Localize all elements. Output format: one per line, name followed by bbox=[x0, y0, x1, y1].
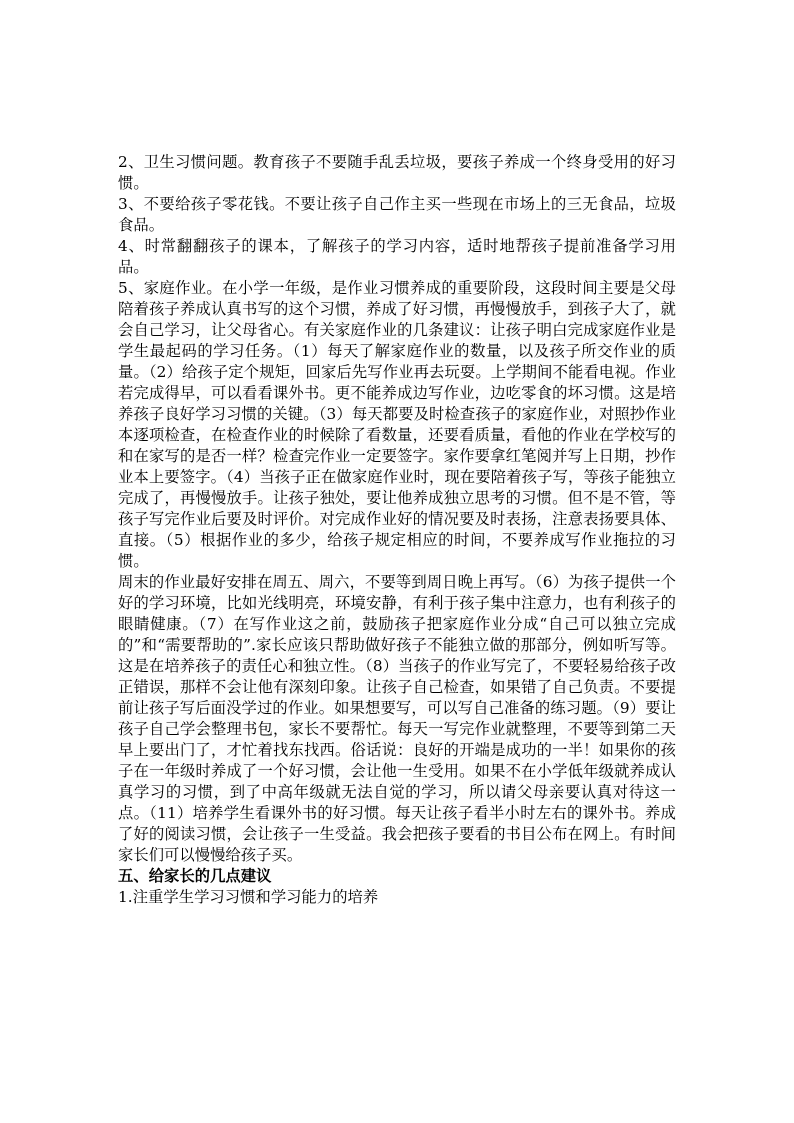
paragraph-pocket-money: 3、不要给孩子零花钱。不要让孩子自己作主买一些现在市场上的三无食品，垃圾食品。 bbox=[118, 195, 676, 234]
paragraph-homework: 5、家庭作业。在小学一年级，是作业习惯养成的重要阶段，这段时间主要是父母陪着孩子养成认真书写的这个习惯，养成了好习惯，再慢慢放手，到孩子大了，就会自己学习，让父母省心。有关家庭作业的几条建议：让孩子明白完成家庭作业是学生最起码的学习任务。（1）每天了解家庭作业的数量，以及孩子所交作业的质量。（2）给孩子定个规矩，回家后先写作业再去玩耍。上学期间不能看电视。作业若完成得早，可以看看课外书。更不能养成边写作业，边吃零食的坏习惯。这是培养孩子良好学习习惯的关键。（3）每天都要及时检查孩子的家庭作业，对照抄作业本逐项检查，在检查作业的时候除了看数量，还要看质量，看他的作业在学校写的和在家写的是否一样？检查完作业一定要签字。家作要拿红笔阅并写上日期，抄作业本上要签字。（4）当孩子正在做家庭作业时，现在要陪着孩子写，等孩子能独立完成了，再慢慢放手。让孩子独处，要让他养成独立思考的习惯。但不是不管，等孩子写完作业后要及时评价。对完成作业好的情况要及时表扬，注意表扬要具体、直接。（5）根据作业的多少，给孩子规定相应的时间，不要养成写作业拖拉的习惯。 bbox=[118, 279, 676, 570]
document-body bbox=[118, 152, 676, 908]
section-heading: 五、给家长的几点建议 bbox=[118, 867, 272, 885]
subheading: 1.注重学生学习习惯和学习能力的培养 bbox=[118, 888, 379, 906]
paragraph-weekend-homework: 周末的作业最好安排在周五、周六，不要等到周日晚上再写。（6）为孩子提供一个好的学习环境，比如光线明亮，环境安静，有利于孩子集中注意力，也有利孩子的眼睛健康。（7）在写作业这之前，鼓励孩子把家庭作业分成“自己可以独立完成的”和“需要帮助的”.家长应该只帮助做好孩子不能独立做的那部分，例如听写等。这是在培养孩子的责任心和独立性。（8）当孩子的作业写完了，不要轻易给孩子改正错误，那样不会让他有深刻印象。让孩子自己检查，如果错了自己负责。不要提前让孩子写后面没学过的作业。如果想要写，可以写自己准备的练习题。（9）要让孩子自己学会整理书包，家长不要帮忙。每天一写完作业就整理，不要等到第二天早上要出门了，才忙着找东找西。俗话说：良好的开端是成功的一半！如果你的孩子在一年级时养成了一个好习惯，会让他一生受用。如果不在小学低年级就养成认真学习的习惯，到了中高年级就无法自觉的学习，所以请父母亲要认真对待这一点。（11）培养学生看课外书的好习惯。每天让孩子看半小时左右的课外书。养成了好的阅读习惯，会让孩子一生受益。我会把孩子要看的书目公布在网上。有时间家长们可以慢慢给孩子买。 bbox=[118, 573, 676, 864]
paragraph-textbooks: 4、时常翻翻孩子的课本，了解孩子的学习内容，适时地帮孩子提前准备学习用品。 bbox=[118, 237, 676, 276]
paragraph-hygiene-habits: 2、卫生习惯问题。教育孩子不要随手乱丢垃圾，要孩子养成一个终身受用的好习惯。 bbox=[118, 153, 676, 192]
